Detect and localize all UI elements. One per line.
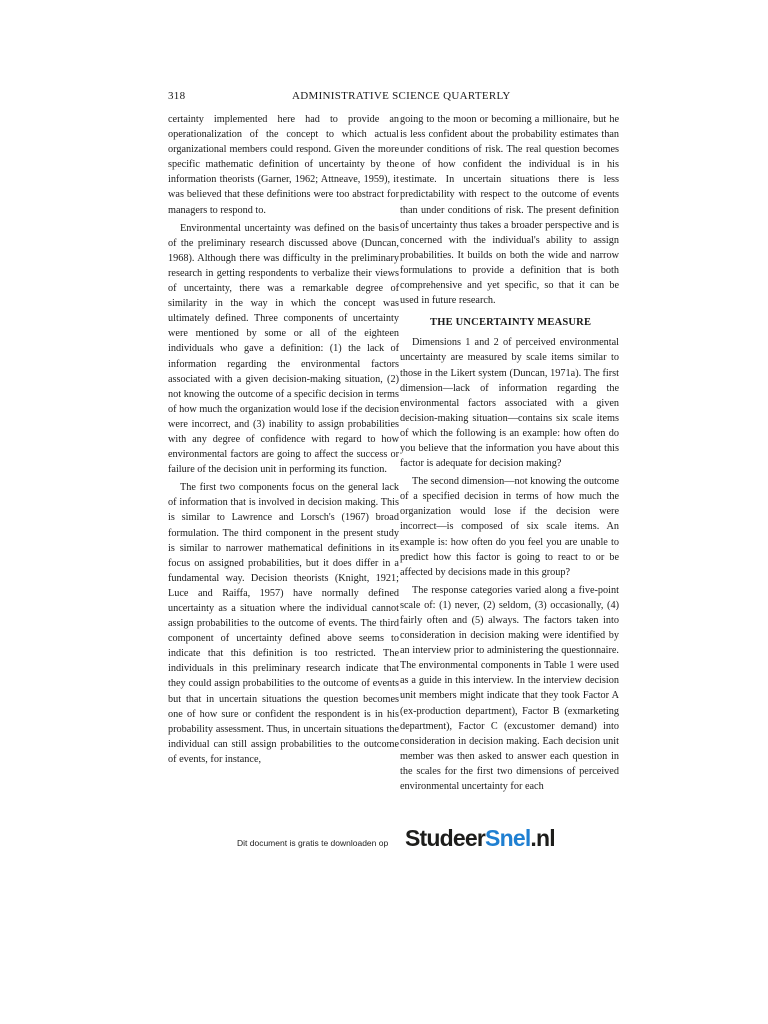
paragraph: The response categories varied along a five-point scale of: (1) never, (2) seldom, (3) occasionally, (4) fairly often and (5) always. The factors taken into consideration in decision making were identified by an interview prior to administering the questionnaire. The environmental components in Table 1 were used as a guide in this interview. In the interview decision unit members might indicate that they took Factor A (ex-production department), Factor B (exmarketing department), Factor C (excustomer demand) into consideration in decision making. Each decision unit member was then asked to answer each question in the scales for the first two dimensions of perceived environmental uncertainty for each <box>400 584 619 793</box>
studeersnel-logo[interactable] <box>405 825 555 852</box>
paragraph: The second dimension—not knowing the outcome of a specified decision in terms of how much the organization would lose if the decision were incorrect—is composed of six scale items. An example is: how often do you feel you are unable to predict how this factor is going to react to or be affected by decisions made in this group? <box>400 476 619 578</box>
paragraph: The first two components focus on the general lack of information that is involved in decision making. This is similar to Lawrence and Lorsch's (1967) broad formulation. The third component in the present study is similar to narrower mathematical definitions in its focus on assigned probabilities, but it does differ in a fundamental way. Decision theorists (Knight, 1921; Luce and Raiffa, 1957) have normally defined uncertainty as a situation where the individual cannot assign probabilities to the outcome of events. The third component of uncertainty defined above seems to indicate that this definition is too restricted. The individuals in this preliminary research indicate that they could assign probabilities to the outcome of events but that in uncertain situations the question becomes one of how sure or confident the respondent is in his probability assessment. Thus, in uncertain situations the individual can still assign probabilities to the outcome of events, for instance, <box>168 482 399 765</box>
logo-text-nl: .nl <box>530 825 555 851</box>
logo-text-snel: Snel <box>485 825 531 851</box>
page-number: 318 <box>168 90 186 102</box>
paragraph: going to the moon or becoming a millionaire, but he is less confident about the probability estimates than under conditions of risk. The real question becomes one of how confident the individual is in his estimate. In uncertain situations there is less predictability with respect to the outcome of events than under conditions of risk. The present definition of uncertainty thus takes a broader perspective and is concerned with the individual's ability to assign probabilities. It builds on both the wide and narrow formulations to provide a definition that is both comprehensive and yet specific, so that it can be used in future research. <box>400 114 619 307</box>
footer-text: Dit document is gratis te downloaden op <box>237 838 389 848</box>
journal-title: ADMINISTRATIVE SCIENCE QUARTERLY <box>292 90 511 102</box>
right-column <box>400 112 619 797</box>
page-header <box>168 90 619 106</box>
left-column <box>168 112 399 770</box>
paragraph: Environmental uncertainty was defined on the basis of the preliminary research discussed above (Duncan, 1968). Although there was difficulty in the preliminary research in getting respondents to verbalize their views of uncertainty, there was a remarkable degree of similarity in the way in which the concept was ultimately defined. Three components of uncertainty were mentioned by some or all of the eighteen individuals who gave a definition: (1) the lack of information regarding the environmental factors associated with a given decision-making situation, (2) not knowing the outcome of a specific decision in terms of how much the organization would lose if the decision were incorrect, and (3) inability to assign probabilities with any degree of confidence with regard to how environmental factors are going to affect the success or failure of the decision unit in performing its function. <box>168 222 399 476</box>
section-heading: THE UNCERTAINTY MEASURE <box>430 317 592 329</box>
logo-text-studeer: Studeer <box>405 825 486 851</box>
download-footer <box>237 825 597 858</box>
paragraph: Dimensions 1 and 2 of perceived environmental uncertainty are measured by scale items similar to those in the Likert system (Duncan, 1971a). The first dimension—lack of information regarding the environmental factors associated with a given decision-making situation—contains six scale items of which the following is an example: how often do you believe that the information you have about this factor is adequate for decision making? <box>400 337 619 470</box>
paragraph: certainty implemented here had to provide an operationalization of the concept to which actual organizational members could respond. Given the more specific mathematic definition of uncertainty by the information theorists (Garner, 1962; Attneave, 1959), it was believed that these definitions were too abstract for managers to respond to. <box>168 114 399 216</box>
